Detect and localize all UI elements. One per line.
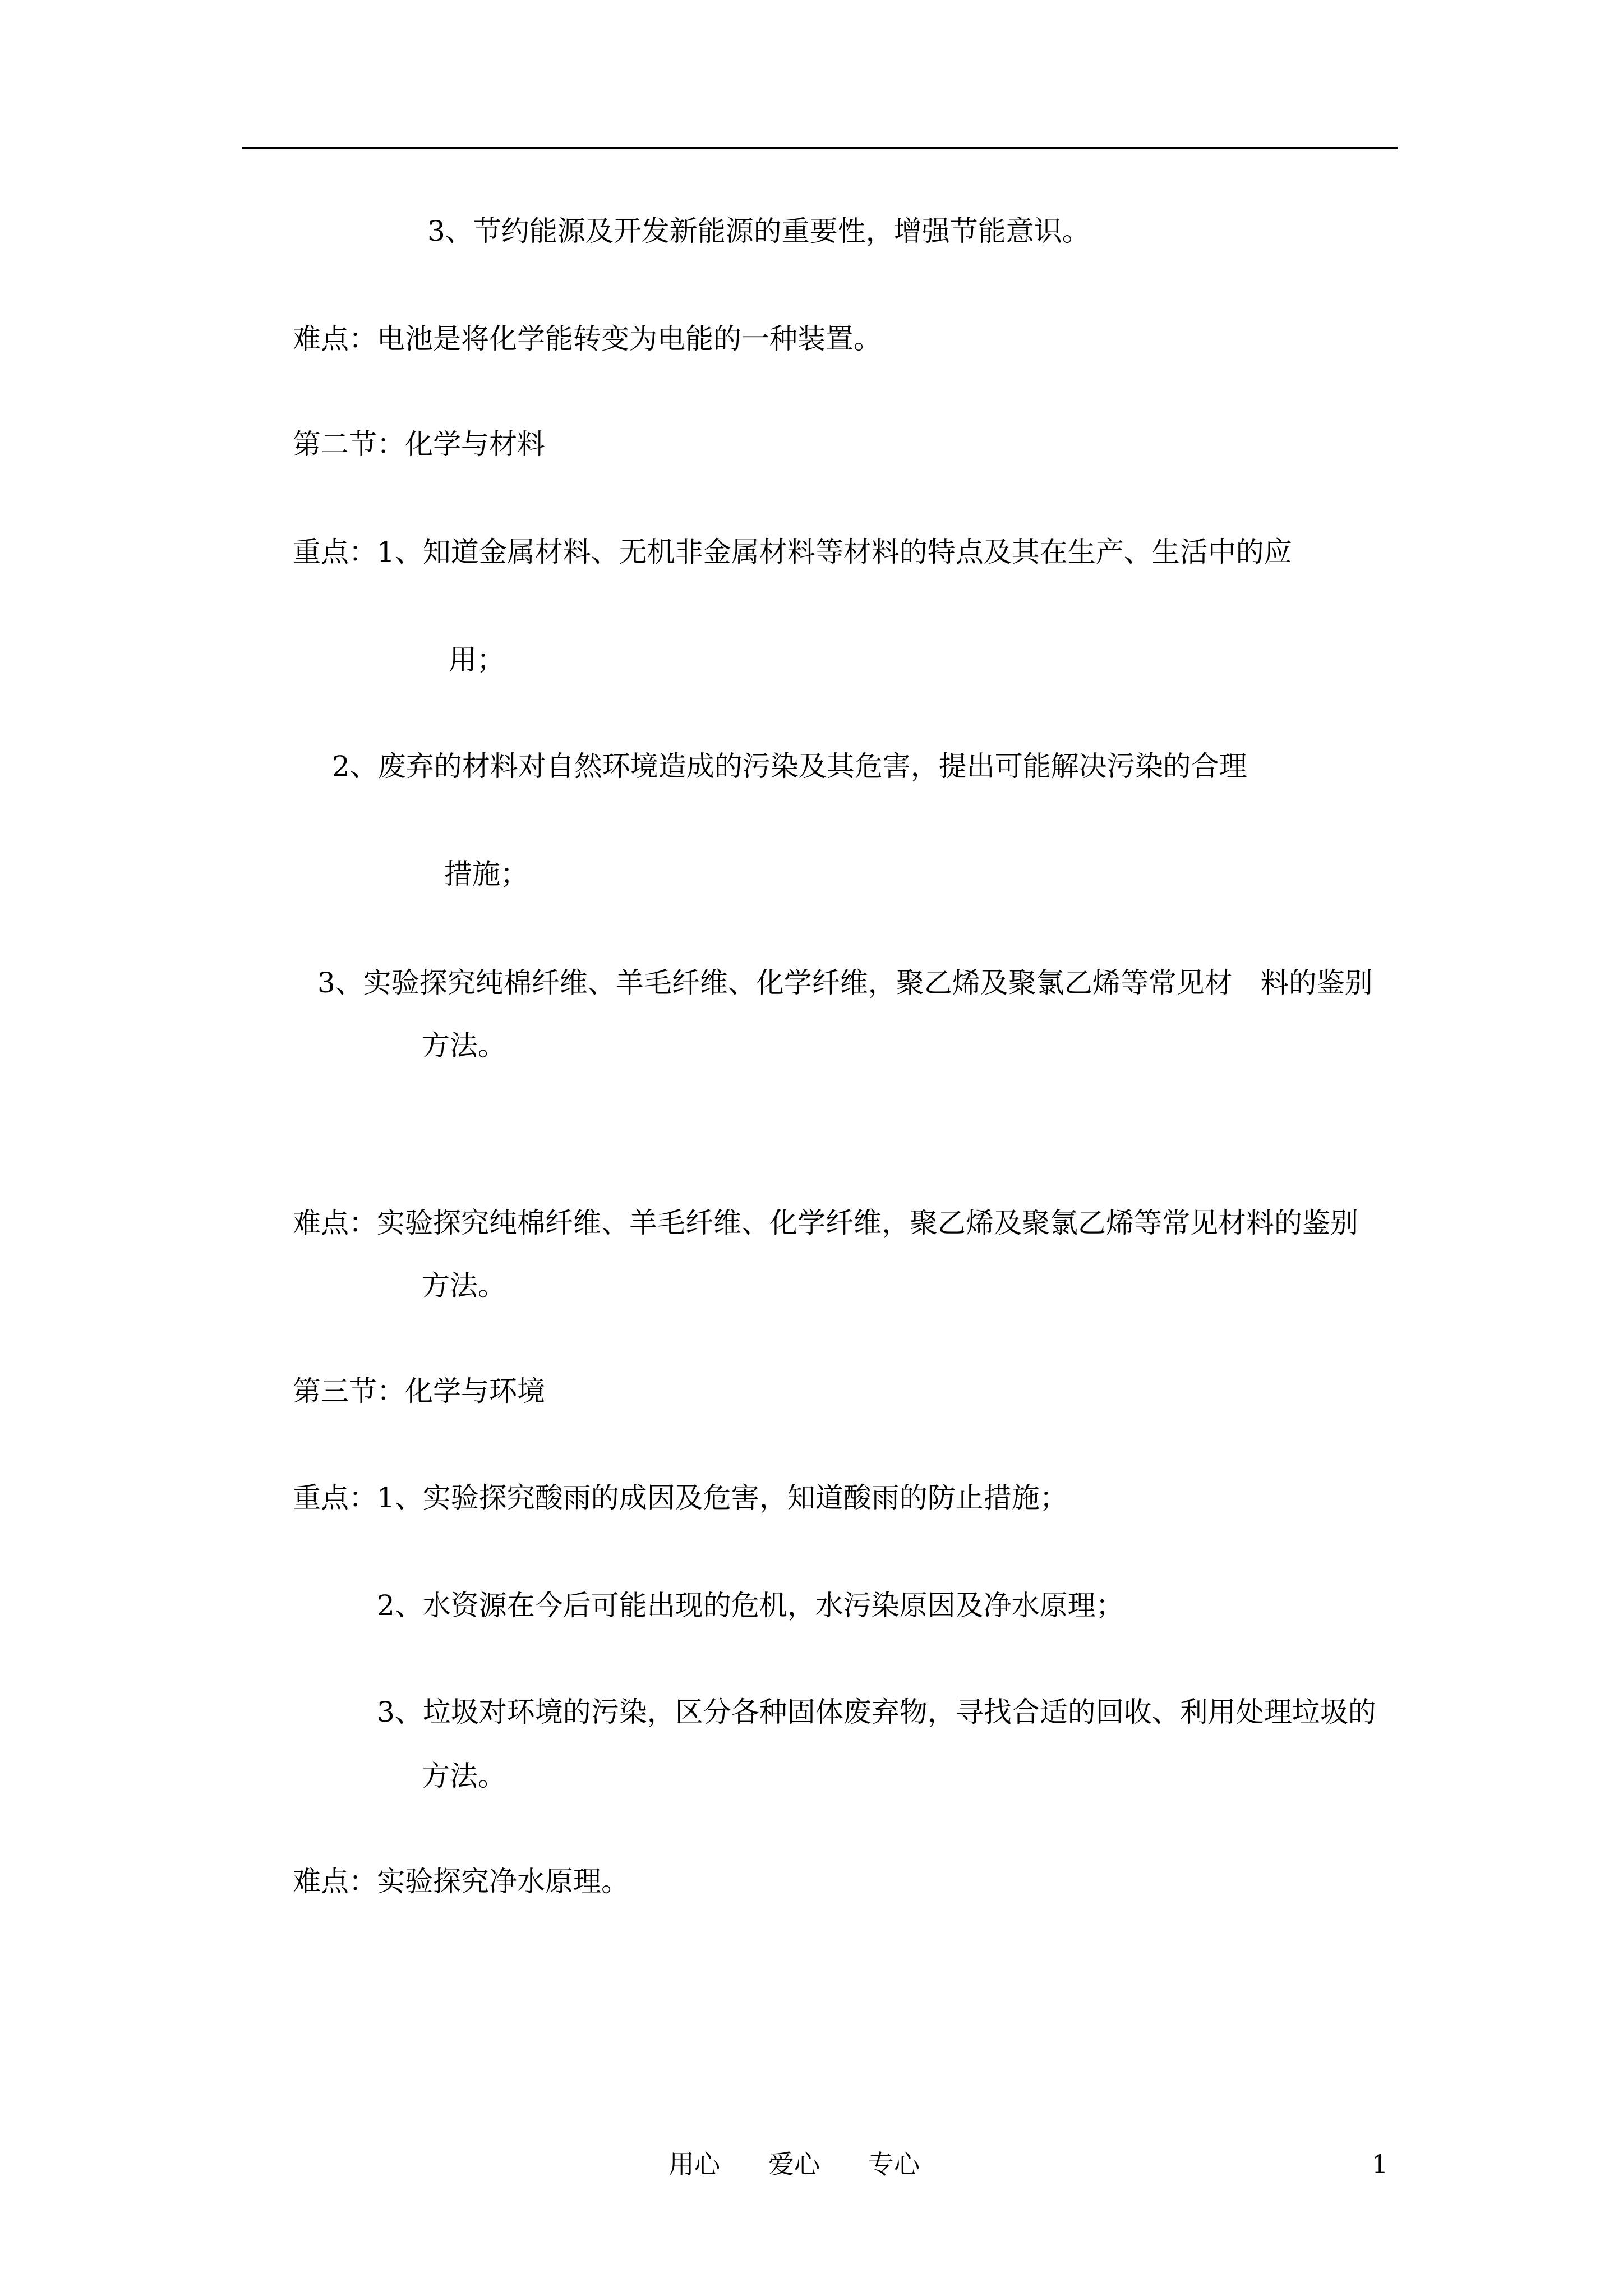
header-rule (242, 147, 1398, 149)
text-line: 重点：1、实验探究酸雨的成因及危害，知道酸雨的防止措施； (293, 1481, 1068, 1514)
text-line: 方法。 (422, 1029, 506, 1062)
text-line: 难点：实验探究纯棉纤维、羊毛纤维、化学纤维，聚乙烯及聚氯乙烯等常见材料的鉴别 (293, 1207, 1358, 1239)
text-line: 3、垃圾对环境的污染，区分各种固体废弃物，寻找合适的回收、利用处理垃圾的 (377, 1696, 1376, 1728)
footer-motto-item: 用心 (668, 2149, 720, 2179)
text-line: 重点：1、知道金属材料、无机非金属材料等材料的特点及其在生产、生活中的应 (293, 536, 1292, 568)
footer-motto-item: 专心 (868, 2149, 920, 2179)
text-line: 3、实验探究纯棉纤维、羊毛纤维、化学纤维，聚乙烯及聚氯乙烯等常见材 料的鉴别 (317, 967, 1373, 999)
text-line: 3、节约能源及开发新能源的重要性，增强节能意识。 (427, 215, 1090, 247)
page-number: 1 (1372, 2149, 1389, 2179)
text-line: 措施； (444, 858, 528, 890)
text-line: 2、废弃的材料对自然环境造成的污染及其危害，提出可能解决污染的合理 (332, 750, 1247, 783)
text-line: 2、水资源在今后可能出现的危机，水污染原因及净水原理； (377, 1589, 1124, 1622)
section-heading: 第三节：化学与环境 (293, 1375, 545, 1407)
text-line: 难点：电池是将化学能转变为电能的一种装置。 (293, 323, 882, 355)
text-line: 用； (449, 643, 505, 676)
text-line: 方法。 (422, 1269, 506, 1302)
text-line: 方法。 (422, 1760, 506, 1792)
footer-motto-item: 爱心 (768, 2149, 820, 2179)
section-heading: 第二节：化学与材料 (293, 428, 545, 461)
text-line: 难点：实验探究净水原理。 (293, 1865, 629, 1898)
